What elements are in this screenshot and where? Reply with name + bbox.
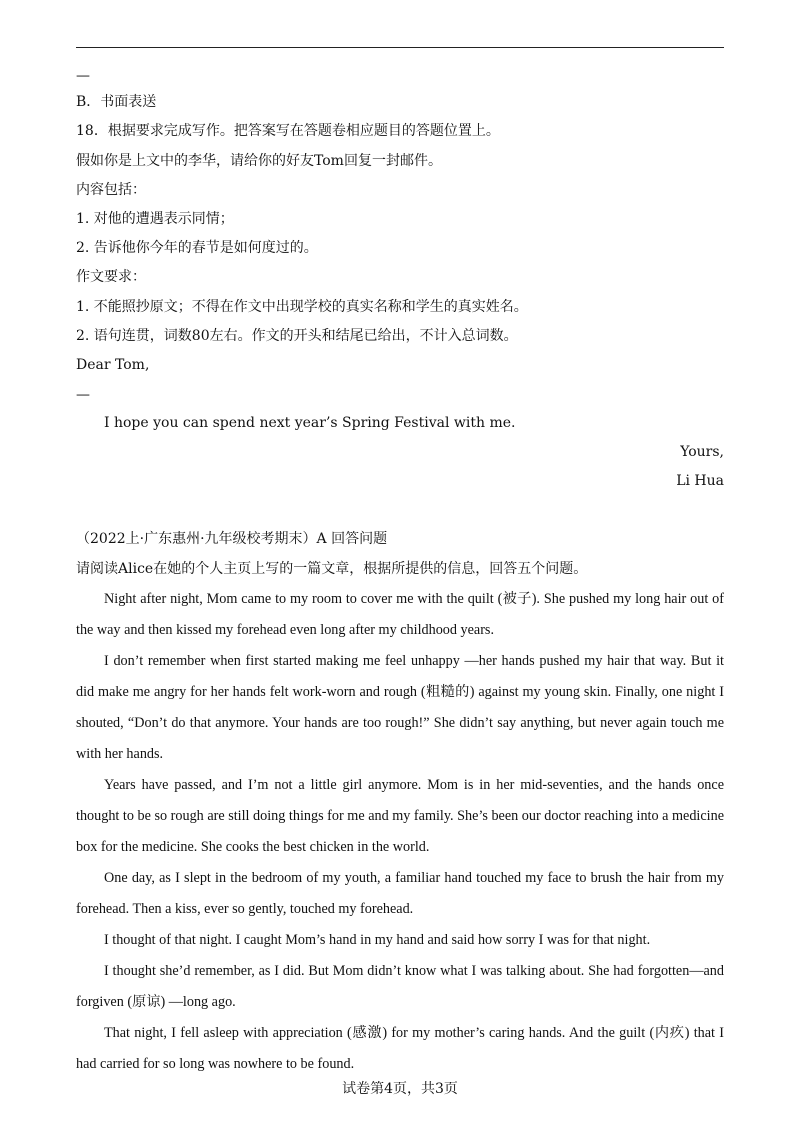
question-18: 18．根据要求完成写作。把答案写在答题卷相应题目的答题位置上。: [76, 123, 500, 139]
content-item-1: 1. 对他的遭遇表示同情；: [76, 211, 234, 227]
writing-scenario: 假如你是上文中的李华，请给你的好友Tom回复一封邮件。: [76, 153, 442, 169]
passage-paragraph: I thought she’d remember, as I did. But Mom didn’t know what I was talking about. She had forgotten—and forgiven (原谅) —long ago.: [76, 963, 724, 1010]
letter-yours: Yours,: [680, 444, 724, 460]
content-item-2: 2. 告诉他你今年的春节是如何度过的。: [76, 240, 318, 256]
letter-greeting: Dear Tom,: [76, 357, 150, 373]
passage-paragraph: One day, as I slept in the bedroom of my youth, a familiar hand touched my face to brush the hair from my forehead. Then a kiss, ever so gently, touched my forehead.: [76, 870, 724, 917]
part-b-heading: B．书面表送: [76, 94, 157, 110]
requirement-2: 2. 语句连贯，词数80左右。作文的开头和结尾已给出，不计入总词数。: [76, 328, 518, 344]
passage-paragraph: I thought of that night. I caught Mom’s hand in my hand and said how sorry I was for that night.: [104, 932, 651, 948]
passage-paragraph: I don’t remember when first started making me feel unhappy —her hands pushed my hair that way. But it did make me angry for her hands felt work-worn and rough (粗糙的) against my young skin. Finally, one night I shouted, “Don’t do that anymore. Your hands are too rough!” She didn’t say anything, but never again touch me with her hands.: [76, 653, 724, 762]
letter-closing-line: I hope you can spend next year’s Spring Festival with me.: [104, 415, 516, 431]
dash-line: —: [76, 387, 90, 403]
passage-paragraph: That night, I fell asleep with appreciation (感激) for my mother’s caring hands. And the guilt (内疚) that I had carried for so long was nowhere to be found.: [76, 1025, 724, 1072]
content-label: 内容包括：: [76, 182, 146, 198]
letter-signature: Li Hua: [676, 473, 724, 489]
passage-paragraph: Years have passed, and I’m not a little girl anymore. Mom is in her mid-seventies, and the hands once thought to be so rough are still doing things for me and my family. She’s been our doctor reaching into a medicine box for the medicine. She cooks the best chicken in the world.: [76, 777, 724, 855]
reading-passage: [76, 584, 724, 1080]
dash-line: —: [76, 68, 90, 84]
top-rule: [76, 47, 724, 48]
requirements-label: 作文要求：: [76, 269, 146, 285]
source-line: （2022上·广东惠州·九年级校考期末）A 回答问题: [76, 531, 388, 547]
page-footer: 试卷第4页，共3页: [342, 1081, 458, 1097]
requirement-1: 1. 不能照抄原文；不得在作文中出现学校的真实名称和学生的真实姓名。: [76, 299, 528, 315]
passage-paragraph: Night after night, Mom came to my room to cover me with the quilt (被子). She pushed my long hair out of the way and then kissed my forehead even long after my childhood years.: [76, 591, 724, 638]
reading-instruction: 请阅读Alice在她的个人主页上写的一篇文章，根据所提供的信息，回答五个问题。: [76, 561, 588, 577]
